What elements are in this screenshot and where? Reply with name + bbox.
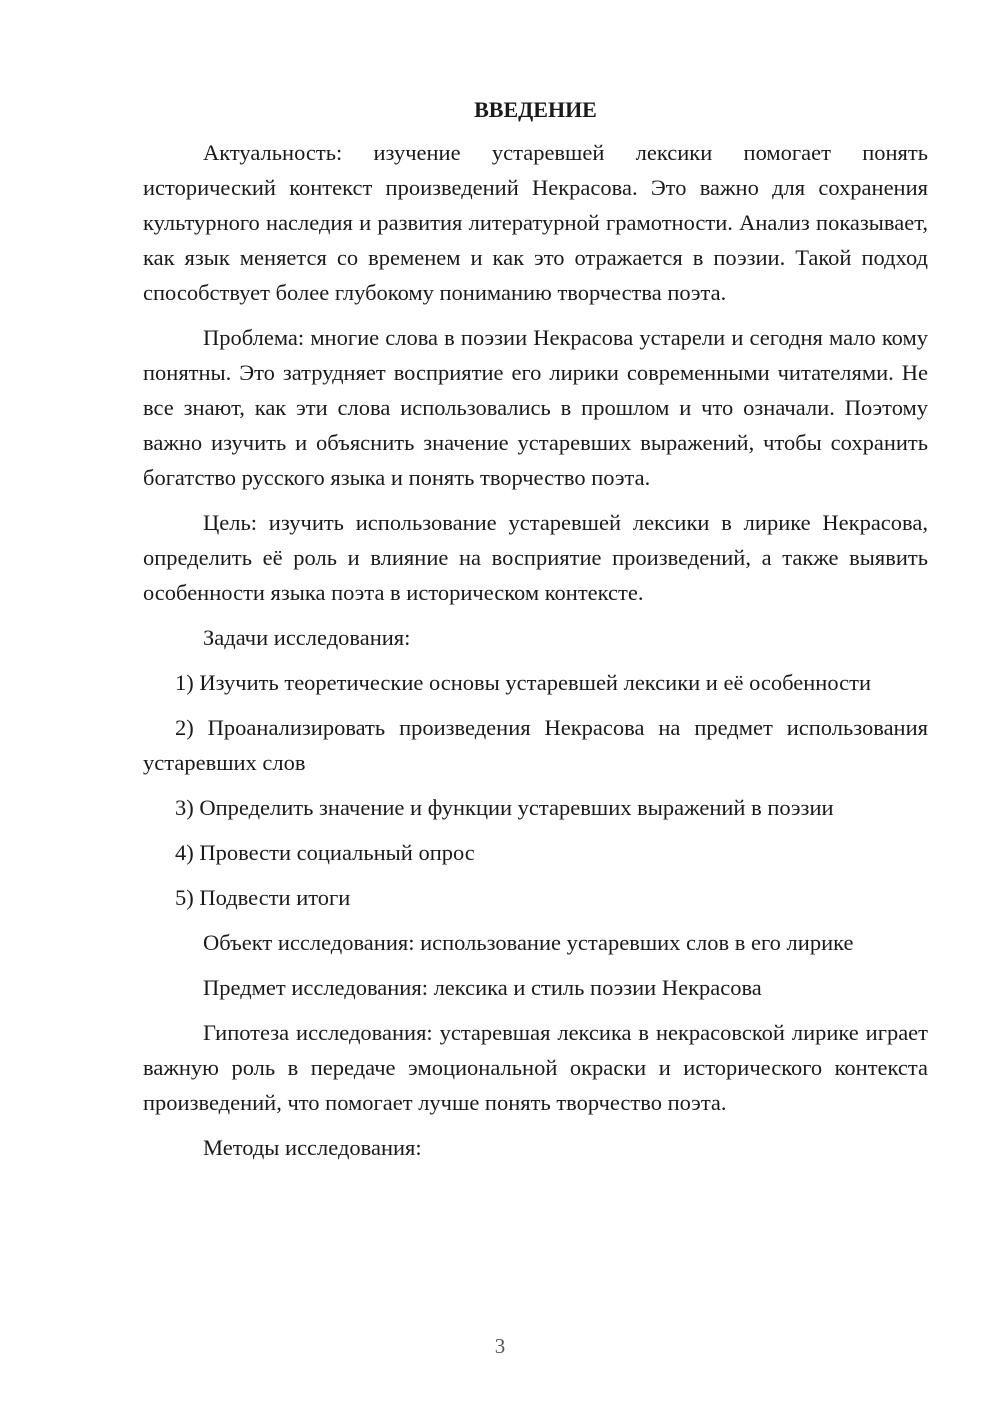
research-subject: Предмет исследования: лексика и стиль поэзии Некрасова bbox=[203, 975, 762, 1000]
task-item-4: 4) Провести социальный опрос bbox=[175, 840, 475, 865]
tasks-heading: Задачи исследования: bbox=[203, 625, 411, 650]
section-title: ВВЕДЕНИЕ bbox=[474, 97, 597, 122]
document-page bbox=[143, 92, 928, 1175]
task-item-5: 5) Подвести итоги bbox=[175, 885, 351, 910]
task-item-2: 2) Проанализировать произведения Некрасова на предмет использования устаревших слов bbox=[143, 715, 928, 775]
methods-heading: Методы исследования: bbox=[203, 1135, 422, 1160]
problem-paragraph: Проблема: многие слова в поэзии Некрасова устарели и сегодня мало кому понятны. Это затрудняет восприятие его лирики современными читателями. Не все знают, как эти слова использовались в прошлом и что означали. Поэтому важно изучить и объяснить значение устаревших выражений, чтобы сохранить богатство русского языка и понять творчество поэта. bbox=[143, 325, 928, 490]
page-number: 3 bbox=[494, 1334, 506, 1358]
relevance-paragraph: Актуальность: изучение устаревшей лексики помогает понять исторический контекст произведений Некрасова. Это важно для сохранения культурного наследия и развития литературной грамотности. Анализ показывает, как язык меняется со временем и как это отражается в поэзии. Такой подход способствует более глубокому пониманию творчества поэта. bbox=[143, 140, 928, 305]
hypothesis-paragraph: Гипотеза исследования: устаревшая лексика в некрасовской лирике играет важную роль в передаче эмоциональной окраски и исторического контекста произведений, что помогает лучше понять творчество поэта. bbox=[143, 1020, 928, 1115]
goal-paragraph: Цель: изучить использование устаревшей лексики в лирике Некрасова, определить её роль и влияние на восприятие произведений, а также выявить особенности языка поэта в историческом контексте. bbox=[143, 510, 928, 605]
research-object: Объект исследования: использование устаревших слов в его лирике bbox=[203, 930, 854, 955]
task-item-3: 3) Определить значение и функции устаревших выражений в поэзии bbox=[175, 795, 834, 820]
task-item-1: 1) Изучить теоретические основы устаревшей лексики и её особенности bbox=[175, 670, 872, 695]
